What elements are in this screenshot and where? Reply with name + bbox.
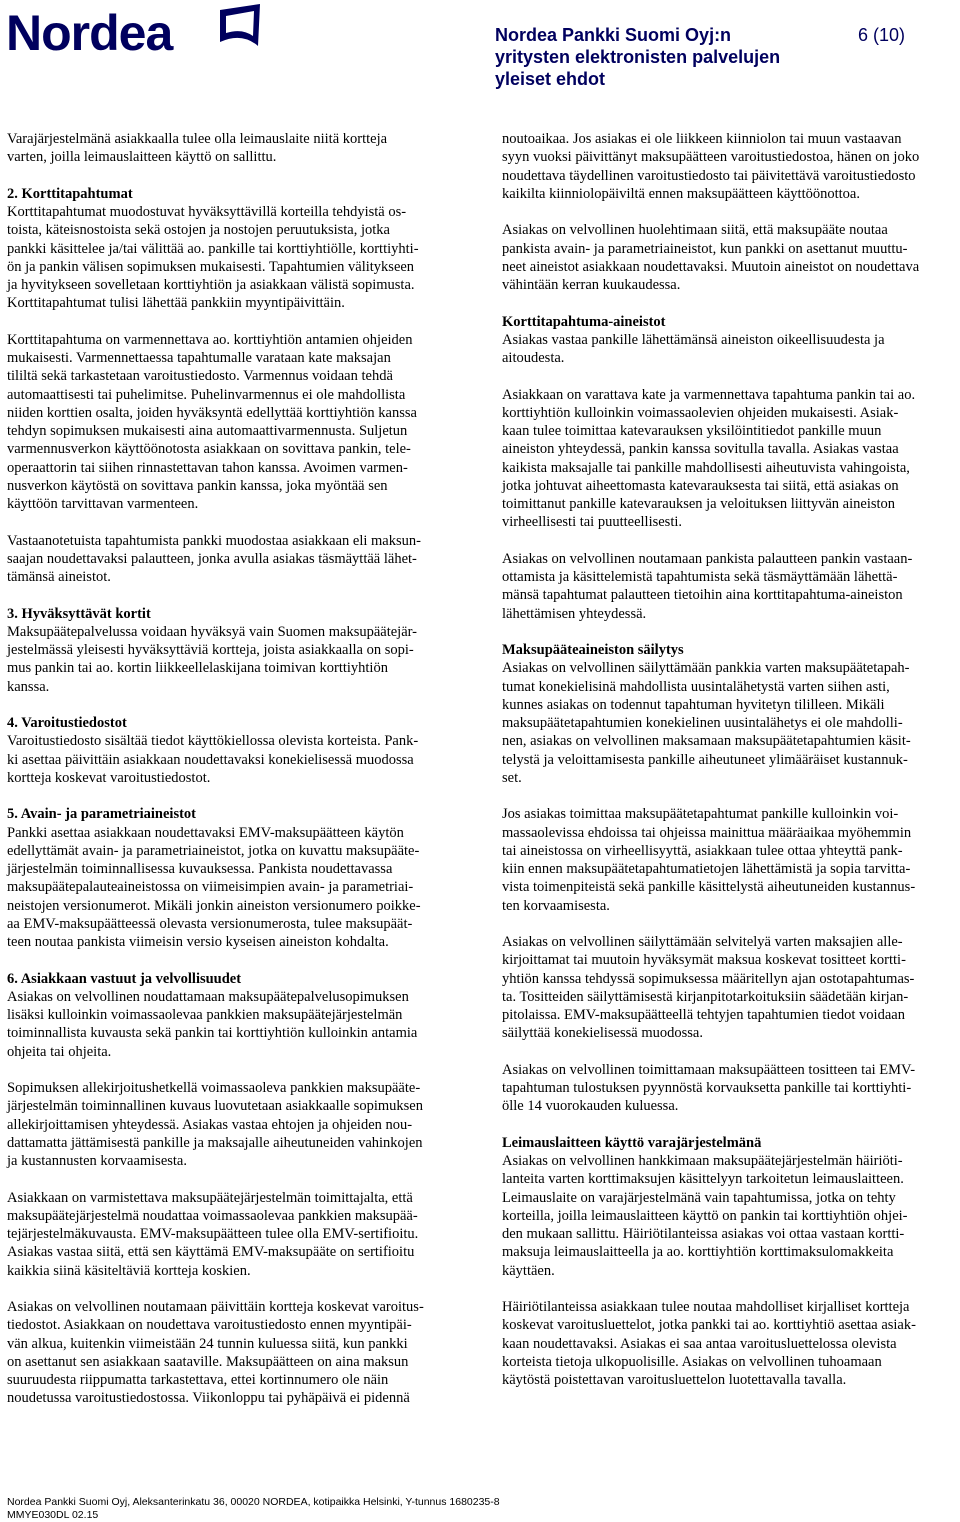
text-line: Asiakas on velvollinen hankkimaan maksupäätejärjestelmän häiriöti- — [502, 1153, 903, 1169]
subheading-imprinter: Leimauslaitteen käyttö varajärjestelmänä — [502, 1134, 762, 1151]
title-line: yritysten elektronisten palvelujen — [495, 47, 781, 67]
text-line: Vastaanotetuista tapahtumista pankki muodostaa asiakkaan eli maksun- — [7, 532, 421, 549]
text-line: korteista tietoja ulkopuolisille. Asiakas on velvollinen tuhoamaan — [502, 1353, 882, 1370]
text-line: vista toimenpiteistä sekä pankille käsittelystä aiheutuneiden kustannus- — [502, 879, 916, 896]
text-line: ölle 14 vuorokauden kuluessa. — [502, 1098, 679, 1115]
paragraph — [502, 659, 958, 787]
text-line: maksupäätejärjestelmä noudattaa voimassaolevaa pankkien maksupää- — [7, 1207, 418, 1224]
text-line: syyn vuoksi päivittänyt maksupäätteen varoitustiedostoa, hänen on joko — [502, 149, 920, 166]
text-line: pankista avain- ja parametriaineistot, kun pankki on asettanut muuttu- — [502, 240, 908, 257]
text-line: pankki käsittelee ja/tai välittää ao. pankille tai korttiyhtiölle, korttiyhti- — [7, 240, 419, 257]
paragraph — [7, 1079, 463, 1170]
text-line: den mukaan sallittu. Häiriötilanteissa asiakas voi ottaa vastaan kortti- — [502, 1226, 905, 1242]
text-line: kaikkia siinä käsiteltäviä kortteja koskien. — [7, 1262, 251, 1279]
text-line: dattamatta jättämisestä pankille ja maksajalle aiheutuneiden vahinkojen — [7, 1134, 423, 1151]
text-line: noudetussa varoitustiedostossa. Viikonloppu tai pyhäpäivä ei pidennä — [7, 1390, 410, 1407]
text-line: maksupäätetapahtumien konekielinen uusintalähetys ei ole mahdolli- — [502, 715, 903, 731]
text-line: jestelmässä yleisesti hyväksyttäviä kortteja, joista asiakkaalla on sopi- — [7, 642, 414, 658]
text-line: lanteita varten korttimaksujen käsittelyyn tarkoitetun leimauslaitteen. — [502, 1171, 904, 1188]
paragraph — [502, 805, 958, 915]
text-line: tililtä sekä tarkastetaan varoitustiedosto. Varmennus voidaan tehdä — [7, 368, 393, 385]
text-line: tehdyn sopimuksen mukaisesti aina automaattivarmennusta. Suljetun — [7, 423, 408, 439]
page-footer — [7, 1496, 500, 1522]
text-line: kaan noudettavaksi. Asiakas ei saa antaa varoitusluettelossa olevista — [502, 1335, 897, 1352]
text-line: aa EMV-maksupäätteessä olevasta versionumerosta, tulee maksupäät- — [7, 915, 413, 932]
text-line: Asiakkaan on varmistettava maksupäätejärjestelmän toimittajalta, että — [7, 1189, 413, 1206]
document-title — [495, 24, 825, 90]
text-line: varten, joilla leimauslaitteen käyttö on sallittu. — [7, 149, 277, 166]
text-line: maksupäätepalauteaineistossa on viimeisimpien avain- ja parametriai- — [7, 879, 414, 896]
text-line: Asiakas on velvollinen toimittamaan maksupäätteen tositteen tai EMV- — [502, 1061, 916, 1078]
text-line: tämänsä aineistot. — [7, 569, 111, 585]
text-line: noutoaikaa. Jos asiakas ei ole liikkeen kiinniolon tai muun vastaavan — [502, 131, 902, 147]
text-line: Asiakas on velvollinen noutamaan pankista palautteen pankin vastaan- — [502, 550, 913, 567]
text-line: Varajärjestelmänä asiakkaalla tulee olla leimauslaite niitä kortteja — [7, 131, 388, 147]
paragraph — [7, 732, 463, 787]
text-line: Asiakas vastaa siitä, että sen käyttämä EMV-maksupääte on sertifioitu — [7, 1244, 415, 1261]
paragraph — [7, 988, 463, 1061]
text-line: varmennusverkon käyttöönotosta asiakkaan on sovittava pankin, tele- — [7, 441, 411, 458]
page-number: 6 (10) — [858, 25, 906, 45]
section-3-heading: 3. Hyväksyttävät kortit — [7, 605, 151, 622]
footer-doc-code: MMYE030DL 02.15 — [7, 1509, 99, 1521]
text-line: ön ja pankin välisen sopimuksen mukaisesti. Tapahtumien välitykseen — [7, 258, 415, 275]
text-line: käytöstä poistettavan varoitusluettelon luotettavalla tavalla. — [502, 1372, 847, 1388]
paragraph — [502, 130, 958, 203]
text-line: edellyttämät avain- ja parametriaineistot, jotka on kuvattu maksupääte- — [7, 842, 420, 859]
text-line: aineiston yhteydessä, pankin kanssa sovitulla tavalla. Asiakas vastaa — [502, 441, 899, 458]
paragraph — [502, 1152, 958, 1280]
text-line: Asiakas vastaa pankille lähettämänsä aineiston oikeellisuudesta ja — [502, 331, 885, 348]
text-line: ki asettaa päivittäin asiakkaan noudettavaksi konekielisessä muodossa — [7, 751, 414, 768]
text-line: järjestelmän toiminnallisessa kuvauksessa. Pankista noudettavassa — [7, 861, 393, 877]
text-line: vähintään kerran kuukaudessa. — [502, 277, 681, 293]
text-line: niiden korttien osalta, joiden hyväksyntä edellyttää korttiyhtiön kanssa — [7, 404, 417, 421]
text-line: Asiakkaan on varattava kate ja varmennettava tapahtuma pankin tai ao. — [502, 386, 916, 403]
text-line: kaikista maksajalle tai pankille mahdollisesti aiheutuvista vahingoista, — [502, 459, 910, 476]
text-line: vän alkua, kuitenkin viimeistään 24 tunnin kuluessa siitä, kun pankki — [7, 1335, 408, 1352]
text-line: kiin ennen maksupäätetapahtumatietojen lähettämistä ja sopia tarvitta- — [502, 861, 911, 877]
text-line: ta. Tositteiden säilyttämisestä kirjanpitotarkoituksiin säädetään kirjan- — [502, 988, 909, 1005]
paragraph — [502, 933, 958, 1043]
text-line: lähettämisen yhteydessä. — [502, 605, 647, 622]
paragraph — [7, 1298, 463, 1408]
text-line: Asiakas on velvollinen säilyttämään pankkia varten maksupäätetapah- — [502, 660, 910, 677]
text-line: Korttitapahtumat muodostuvat hyväksyttävillä korteilla tehdyistä os- — [7, 204, 407, 220]
section-4-heading: 4. Varoitustiedostot — [7, 715, 127, 731]
text-line: ten korvaamisesta. — [502, 897, 610, 914]
text-line: Asiakas on velvollinen noutamaan päivittäin kortteja koskevat varoitus- — [7, 1299, 424, 1315]
text-line: Asiakas on velvollinen noudattamaan maksupäätepalvelusopimuksen — [7, 988, 409, 1005]
subheading-storage: Maksupääteaineiston säilytys — [502, 642, 684, 658]
text-line: Korttitapahtumat tulisi lähettää pankkiin myyntipäivittäin. — [7, 295, 345, 312]
text-line: massaolevissa ehdoissa tai ohjeissa mainittua määräaikaa myöhemmin — [502, 824, 912, 841]
text-line: neet aineistot asiakkaan noudettavaksi. Muutoin aineistot on noudettava — [502, 258, 920, 275]
text-line: käyttäen. — [502, 1262, 555, 1279]
text-line: tapahtuman tulostuksen pyynnöstä korvauksetta pankille tai korttiyhti- — [502, 1080, 912, 1096]
paragraph — [7, 331, 463, 514]
text-line: nusverkon käytöstä on sovittava pankin kanssa, joka myöntää sen — [7, 477, 388, 494]
text-line: Varoitustiedosto sisältää tiedot käyttökiellossa olevista korteista. Pank- — [7, 733, 419, 750]
text-line: ohjeita tai ohjeita. — [7, 1043, 112, 1060]
text-line: kaan tulee toimittaa katevarauksen yksilöintitiedot pankille muun — [502, 423, 882, 439]
text-line: noudettava täydellinen varoitustiedosto tai päivitettävä varoitustiedosto — [502, 167, 916, 184]
subheading-card-transaction-materials: Korttitapahtuma-aineistot — [502, 313, 666, 330]
text-line: Pankki asettaa asiakkaan noudettavaksi EMV-maksupäätteen käytön — [7, 824, 404, 841]
paragraph — [502, 221, 958, 294]
section-6-heading: 6. Asiakkaan vastuut ja velvollisuudet — [7, 970, 242, 987]
text-line: tumat konekielisinä mahdollista uusintalähetystä varten siihen asti, — [502, 678, 890, 695]
text-line: mukaisesti. Varmennettaessa tapahtumalle varataan kate maksajan — [7, 350, 391, 366]
text-line: maksuja leimauslaitteella ja ao. korttiyhtiön korttimaksulomakkeita — [502, 1244, 894, 1261]
paragraph — [502, 331, 958, 368]
text-line: Leimauslaite on varajärjestelmänä vain tapahtumissa, jotka on tehty — [502, 1189, 896, 1206]
text-line: ja hyvitykseen sovelletaan korttiyhtiön ja asiakkaan välistä sopimusta. — [7, 277, 415, 293]
text-line: tejärjestelmäkuvausta. EMV-maksupäätteen tulee olla EMV-sertifioitu. — [7, 1226, 419, 1242]
text-line: tai aineistossa on virheellisyyttä, asiakkaan tulee ottaa yhteyttä pank- — [502, 842, 903, 859]
paragraph — [502, 1061, 958, 1116]
text-line: mänsä tapahtumat palautteen tietoihin aina korttitapahtuma-aineiston — [502, 587, 903, 604]
nordea-logo — [6, 2, 266, 60]
text-line: set. — [502, 769, 522, 786]
text-line: koskevat varoitusluettelot, jotka pankki tai ao. korttiyhtiö asettaa asiak- — [502, 1317, 916, 1334]
text-line: operaattorin tai siihen rinnastettavan tahon kanssa. Avoimen varmen- — [7, 459, 408, 476]
text-line: Sopimuksen allekirjoitushetkellä voimassaoleva pankkien maksupääte- — [7, 1080, 421, 1096]
paragraph — [502, 1298, 958, 1389]
text-line: lisäksi kulloinkin voimassaolevaa pankkien maksupäätejärjestelmän — [7, 1007, 403, 1023]
text-line: teen noutaa pankista viimeisin versio kyseisen aineiston kohdalta. — [7, 934, 389, 950]
text-line: korttiyhtiön kulloinkin voimassaolevien ohjeiden mukaisesti. Asiak- — [502, 404, 899, 421]
text-line: mus pankin tai ao. kortin liikkeellelaskijana toimivan korttiyhtiön — [7, 660, 388, 677]
text-line: kirjoittamat tai muutoin hyväksymät maksua koskevat tositteet kortti- — [502, 952, 906, 969]
paragraph — [502, 550, 958, 623]
paragraph — [7, 203, 463, 313]
footer-company-info: Nordea Pankki Suomi Oyj, Aleksanterinkatu 36, 00020 NORDEA, kotipaikka Helsinki, Y-tunnus 1680235-8 — [7, 1496, 500, 1508]
text-line: automaattisesti tai puhelimitse. Puhelinvarmennus ei ole mahdollista — [7, 386, 406, 403]
text-line: toista, käteisnostoista sekä ostojen ja nostojen peruutuksista, jotka — [7, 222, 390, 239]
left-column — [7, 130, 463, 1426]
right-column — [502, 130, 958, 1408]
text-line: toiminnallista kuvausta sekä pankin tai korttiyhtiön kulloinkin antamia — [7, 1025, 418, 1042]
text-line: Korttitapahtuma on varmennettava ao. korttiyhtiön antamien ohjeiden — [7, 331, 413, 348]
text-line: neistojen versionumerot. Mikäli jonkin aineiston versionumero poikke- — [7, 897, 421, 914]
text-line: on asettanut sen asiakkaan saataville. Maksupäätteen on aina maksun — [7, 1353, 409, 1370]
text-line: telystä ja veloittamisesta pankille aiheutuneet ylimääräiset kustannuk- — [502, 751, 908, 768]
intro-paragraph — [7, 130, 463, 167]
title-line: Nordea Pankki Suomi Oyj:n — [495, 25, 732, 45]
logo-wordmark: Nordea — [6, 5, 173, 60]
text-line: saajan noudettavaksi palautteen, jonka avulla asiakas täsmäyttää lähet- — [7, 550, 417, 567]
text-line: allekirjoittamisen yhteydessä. Asiakas vastaa ehtojen ja ohjeiden nou- — [7, 1116, 413, 1133]
text-line: virheellisesti tai puutteellisesti. — [502, 514, 683, 531]
text-line: Häiriötilanteissa asiakkaan tulee noutaa mahdolliset kirjalliset kortteja — [502, 1299, 910, 1315]
section-2-heading: 2. Korttitapahtumat — [7, 185, 133, 202]
text-line: Asiakas on velvollinen säilyttämään selvitelyä varten maksajien alle- — [502, 934, 903, 950]
paragraph — [7, 623, 463, 696]
text-line: kunnes asiakas on todennut tapahtuman hyvitetyn tililleen. Mikäli — [502, 696, 885, 713]
text-line: korteilla, joilla leimauslaitteen käyttö on pankin tai korttiyhtiön ohjei- — [502, 1207, 908, 1224]
title-line: yleiset ehdot — [495, 69, 606, 89]
text-line: Maksupäätepalvelussa voidaan hyväksyä vain Suomen maksupäätejär- — [7, 623, 418, 640]
text-line: Jos asiakas toimittaa maksupäätetapahtumat pankille kulloinkin voi- — [502, 806, 899, 823]
paragraph — [7, 824, 463, 952]
paragraph — [502, 386, 958, 532]
text-line: tiedostot. Asiakkaan on noudettava varoitustiedosto ennen myyntipäi- — [7, 1317, 412, 1334]
paragraph — [7, 532, 463, 587]
text-line: nen, asiakas on velvollinen maksamaan maksupäätetapahtumien käsit- — [502, 733, 911, 750]
text-line: kaikilta kiinniolopäiviltä ennen maksupäätteen käyttöönottoa. — [502, 185, 860, 202]
text-line: säilyttää konekielisessä muodossa. — [502, 1025, 703, 1042]
text-line: Asiakas on velvollinen huolehtimaan siitä, että maksupääte noutaa — [502, 222, 888, 239]
text-line: kortteja koskevat varoitustiedostot. — [7, 769, 211, 786]
text-line: suuruudesta riippumatta tarkastettava, ettei kortinnumero ole näin — [7, 1372, 389, 1388]
text-line: aitoudesta. — [502, 350, 565, 366]
text-line: toimittanut pankille katevarauksen ja veloituksen liittyvän aineiston — [502, 496, 896, 512]
text-line: järjestelmän toiminnallinen kuvaus luovutetaan asiakkaalle sopimuksen — [7, 1098, 423, 1115]
text-line: yhtiön kanssa tehdyssä sopimuksessa määritellyn ajan ostotapahtumas- — [502, 970, 915, 987]
text-line: ja kustannusten korvaamisesta. — [7, 1153, 187, 1169]
paragraph — [7, 1189, 463, 1280]
section-5-heading: 5. Avain- ja parametriaineistot — [7, 806, 197, 823]
text-line: kanssa. — [7, 678, 50, 695]
text-line: ottamista ja käsittelemistä tapahtumista sekä täsmäyttämään lähettä- — [502, 569, 898, 585]
text-line: käyttöön tarvittavan varmenteen. — [7, 496, 199, 512]
text-line: pitolaissa. EMV-maksupäätteellä tehtyjen tapahtumien tiedot voidaan — [502, 1007, 905, 1023]
text-line: jotka johtuvat aiheettomasta katevarauksesta tai siitä, että asiakas on — [502, 477, 899, 494]
